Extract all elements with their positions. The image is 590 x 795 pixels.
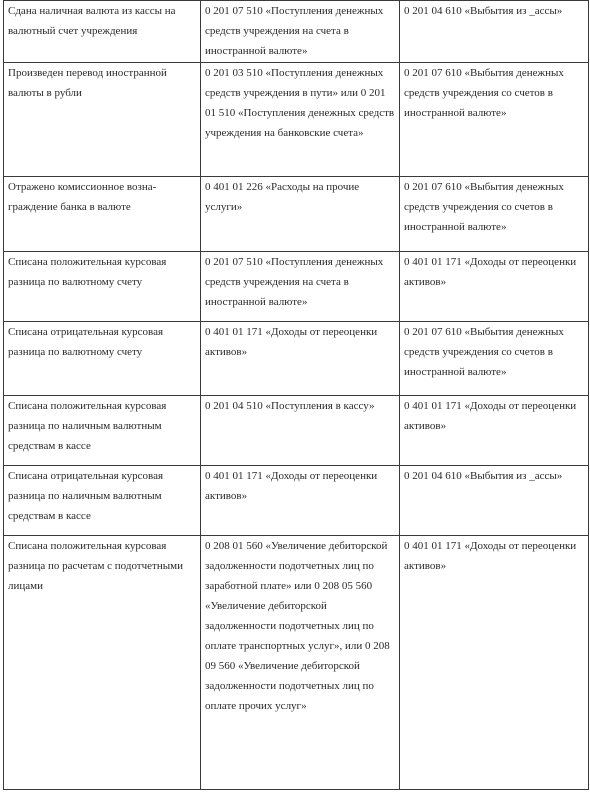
- credit-account-text: 0 401 01 171 «Доходы от переоценки активов»: [404, 400, 577, 432]
- credit-account-cell: [400, 536, 589, 790]
- credit-account-text: 0 401 01 171 «Доходы от переоценки активов»: [404, 540, 577, 572]
- debit-account-cell: [201, 252, 400, 322]
- debit-account-text: 0 201 03 510 «Поступления денежных средств учреждения в пути» или 0 201 01 510 «Поступления денежных средств учреждения на банковские счета»: [205, 67, 395, 139]
- credit-account-cell: [400, 466, 589, 536]
- table-row: [4, 1, 589, 63]
- credit-account-text: 0 201 07 610 «Выбытия денежных средств учреждения со счетов в иностранной валюте»: [404, 67, 564, 119]
- operation-text: Списана отрицательная курсовая разница по наличным валютным средствам в кассе: [8, 470, 164, 522]
- accounting-entries-page: [3, 0, 588, 795]
- debit-account-cell: [201, 536, 400, 790]
- operation-cell: [4, 63, 201, 177]
- operation-cell: [4, 1, 201, 63]
- debit-account-cell: [201, 396, 400, 466]
- credit-account-cell: [400, 322, 589, 396]
- debit-account-text: 0 401 01 171 «Доходы от переоценки активов»: [205, 470, 378, 502]
- operation-cell: [4, 252, 201, 322]
- operation-cell: [4, 536, 201, 790]
- operation-cell: [4, 177, 201, 252]
- credit-account-cell: [400, 1, 589, 63]
- debit-account-cell: [201, 63, 400, 177]
- operation-cell: [4, 396, 201, 466]
- debit-account-cell: [201, 177, 400, 252]
- debit-account-text: 0 201 07 510 «Поступления денежных средств учреждения на счета в иностранной валюте»: [205, 256, 384, 308]
- debit-account-text: 0 401 01 171 «Доходы от переоценки активов»: [205, 326, 378, 358]
- credit-account-cell: [400, 63, 589, 177]
- table-row: [4, 466, 589, 536]
- credit-account-cell: [400, 177, 589, 252]
- table-row: [4, 322, 589, 396]
- table-row: [4, 177, 589, 252]
- credit-account-text: 0 201 07 610 «Выбытия денежных средств учреждения со счетов в иностранной валюте»: [404, 181, 564, 233]
- debit-account-text: 0 401 01 226 «Расходы на прочие услуги»: [205, 181, 360, 213]
- operation-text: Сдана наличная валюта из кассы на валютный счет учреждения: [8, 5, 176, 37]
- table-row: [4, 536, 589, 790]
- operation-text: Списана положительная курсовая разница по расчетам с подотчетными лицами: [8, 540, 183, 592]
- debit-account-text: 0 201 07 510 «Поступления денежных средств учреждения на счета в иностранной валюте»: [205, 5, 384, 57]
- operation-cell: [4, 322, 201, 396]
- operation-text: Списана отрицательная курсовая разница по валютному счету: [8, 326, 164, 358]
- credit-account-text: 0 201 04 610 «Выбытия из _ассы»: [404, 470, 563, 482]
- operation-cell: [4, 466, 201, 536]
- debit-account-cell: [201, 322, 400, 396]
- credit-account-text: 0 401 01 171 «Доходы от переоценки активов»: [404, 256, 577, 288]
- operation-text: Произведен перевод иностранной валюты в рубли: [8, 67, 167, 99]
- debit-account-cell: [201, 1, 400, 63]
- table-row: [4, 63, 589, 177]
- debit-account-cell: [201, 466, 400, 536]
- table-row: [4, 396, 589, 466]
- operation-text: Списана положительная курсовая разница по наличным валютным средствам в кассе: [8, 400, 167, 452]
- debit-account-text: 0 201 04 510 «Поступления в кассу»: [205, 400, 375, 412]
- credit-account-text: 0 201 07 610 «Выбытия денежных средств учреждения со счетов в иностранной валюте»: [404, 326, 564, 378]
- credit-account-text: 0 201 04 610 «Выбытия из _ассы»: [404, 5, 563, 17]
- operation-text: Списана положительная курсовая разница по валютному счету: [8, 256, 167, 288]
- debit-account-text: 0 208 01 560 «Увеличение дебиторской задолженности подотчетных лиц по заработной плате» или 0 208 05 560 «Увеличение дебиторской задолженности подотчетных лиц по оплате транспортных услуг», или 0 208 09 560 «Увеличение дебиторской задолженности подотчетных лиц по оплате прочих услуг»: [205, 540, 390, 712]
- table-row: [4, 252, 589, 322]
- operation-text: Отражено комиссионное вознаграждение банка в валюте: [8, 181, 157, 213]
- credit-account-cell: [400, 252, 589, 322]
- credit-account-cell: [400, 396, 589, 466]
- accounting-entries-table: [3, 0, 589, 790]
